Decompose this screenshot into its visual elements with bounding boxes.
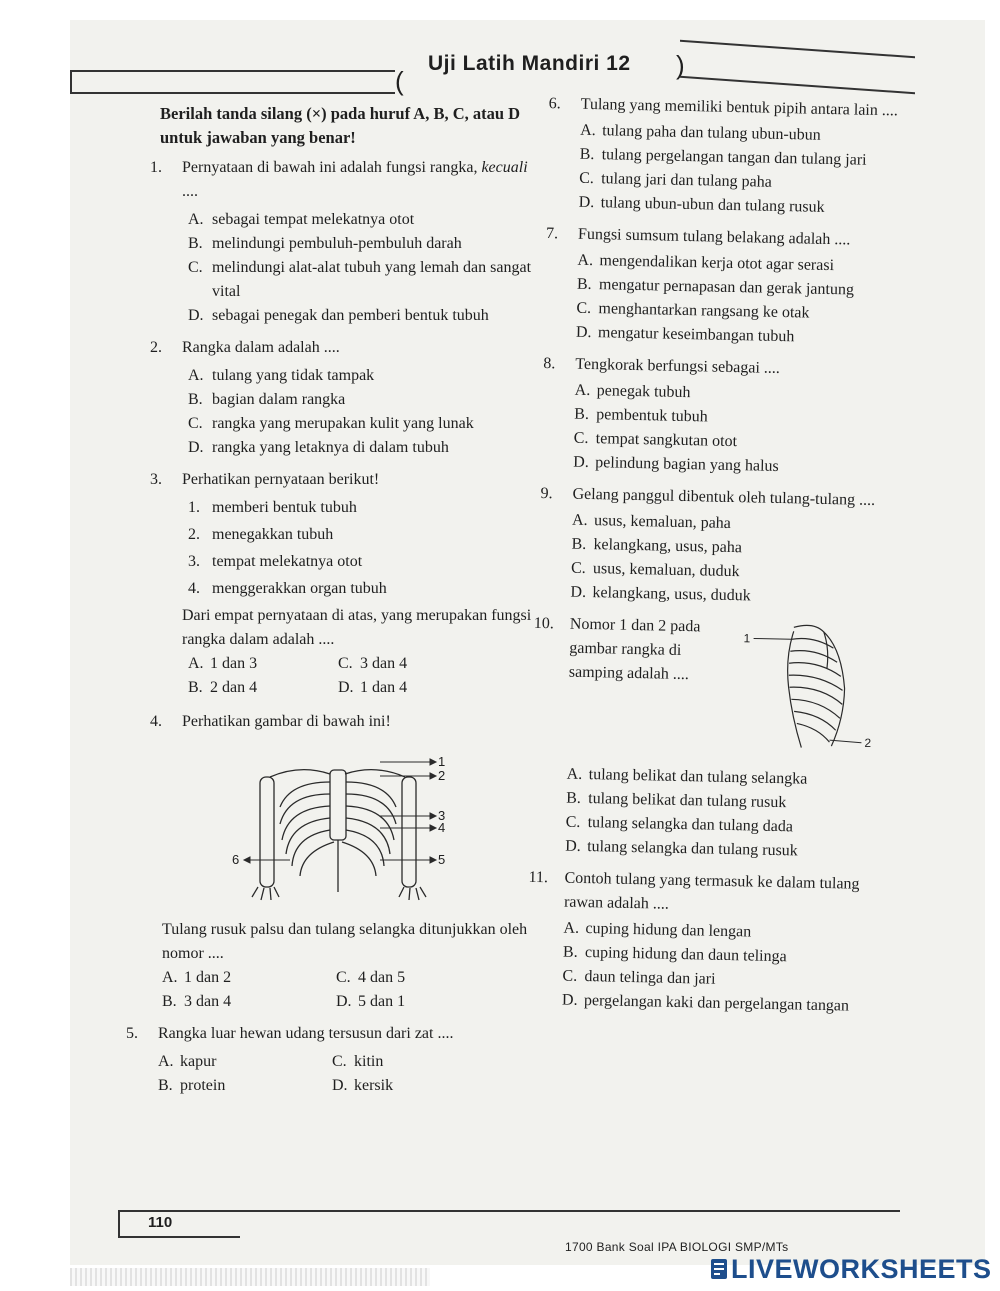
question-number: 7.: [545, 225, 559, 243]
question-text: Rangka dalam adalah ....: [182, 339, 340, 356]
option-letter: A.: [563, 919, 580, 937]
question-text: Tulang yang memiliki bentuk pipih antara lain ....: [580, 95, 899, 120]
scan-artifact: [70, 1268, 430, 1286]
option-row: [130, 676, 540, 700]
option-letter: B.: [562, 943, 578, 961]
statement-text: menegakkan tubuh: [212, 526, 334, 543]
statement-text: tempat melekatnya otot: [212, 553, 363, 570]
option-letter: A.: [571, 511, 588, 529]
option-b[interactable]: [130, 232, 540, 256]
option-text: protein: [180, 1077, 226, 1094]
option-letter: D.: [578, 193, 595, 212]
option-letter: C.: [188, 415, 203, 432]
option-letter: D.: [575, 323, 592, 342]
option-b[interactable]: [130, 388, 540, 412]
watermark: LIVEWORKSHEETS: [731, 1254, 992, 1284]
option-c[interactable]: [336, 966, 486, 990]
option-letter: C.: [188, 259, 203, 276]
option-text: 1 dan 4: [360, 679, 408, 696]
option-text: 3 dan 4: [360, 655, 408, 672]
option-text: kapur: [180, 1053, 217, 1070]
question-10: [533, 612, 709, 688]
option-text: pelindung bagian yang halus: [595, 454, 779, 475]
option-text: tulang pergelangan tangan dan tulang jari: [601, 146, 867, 169]
option-letter: C.: [573, 429, 589, 447]
option-letter: C.: [565, 813, 581, 831]
book-title: 1700 Bank Soal IPA BIOLOGI SMP/MTs: [565, 1240, 789, 1254]
option-letter: B.: [188, 391, 203, 408]
option-letter: C.: [579, 169, 595, 188]
option-text: tulang selangka dan tulang rusuk: [587, 838, 798, 860]
header-bracket-right: ): [676, 50, 685, 80]
option-c[interactable]: [332, 1050, 482, 1074]
option-text: cuping hidung dan lengan: [585, 920, 752, 941]
option-letter: D.: [188, 439, 204, 456]
question-3: [130, 468, 540, 492]
option-letter: D.: [338, 679, 354, 696]
option-letter: D.: [332, 1077, 348, 1094]
page-number-frame: [118, 1210, 240, 1238]
option-letter: D.: [573, 453, 589, 471]
option-text: kitin: [354, 1053, 384, 1070]
question-text: Rangka luar hewan udang tersusun dari zat ....: [158, 1025, 454, 1042]
option-text: sebagai tempat melekatnya otot: [212, 211, 415, 228]
question-number: 6.: [548, 95, 561, 113]
option-a[interactable]: [162, 966, 312, 990]
option-letter: B.: [574, 405, 590, 423]
option-text: kersik: [354, 1077, 394, 1094]
question-number: 11.: [528, 868, 549, 887]
option-letter: D.: [565, 837, 581, 855]
option-row: [130, 966, 540, 990]
option-text: 1 dan 3: [210, 655, 258, 672]
option-letter: A.: [188, 655, 204, 672]
figure-label-5: 5: [438, 852, 446, 867]
question-11: [528, 866, 899, 922]
question-number: 1.: [150, 159, 162, 176]
figure-label-2: 2: [438, 768, 446, 783]
option-text: tulang jari dan tulang paha: [601, 170, 772, 191]
option-letter: B.: [571, 535, 587, 553]
option-text: tulang belikat dan tulang rusuk: [588, 790, 787, 812]
option-letter: A.: [158, 1053, 174, 1070]
option-letter: C.: [570, 559, 586, 577]
statement-number: 4.: [188, 580, 200, 597]
option-letter: A.: [162, 969, 178, 986]
question-1: [130, 156, 540, 204]
option-text: 4 dan 5: [358, 969, 406, 986]
option-c[interactable]: [130, 256, 540, 304]
option-letter: B.: [188, 679, 203, 696]
option-text: menghantarkan rangsang ke otak: [598, 300, 810, 322]
option-letter: D.: [561, 991, 578, 1009]
option-a[interactable]: [130, 364, 540, 388]
question-text: Perhatikan pernyataan berikut!: [182, 471, 380, 488]
question-number: 8.: [543, 355, 556, 373]
option-letter: C.: [336, 969, 351, 986]
option-letter: C.: [332, 1053, 347, 1070]
question-number: 9.: [540, 484, 553, 503]
option-text: melindungi pembuluh-pembuluh darah: [212, 235, 462, 252]
question-5: [126, 1022, 540, 1046]
option-letter: A.: [577, 251, 594, 270]
option-row: [130, 990, 540, 1014]
option-letter: A.: [580, 121, 596, 140]
instruction: Berilah tanda silang (×) pada huruf A, B, C, atau D untuk jawaban yang benar!: [160, 104, 521, 147]
left-column: [126, 102, 540, 1098]
question-4: [130, 710, 540, 734]
question-number: 10.: [533, 614, 555, 633]
option-text: pergelangan kaki dan pergelangan tangan: [583, 992, 850, 1015]
question-emphasis: kecuali: [481, 159, 528, 176]
right-column: [526, 92, 915, 1020]
figure-label-1: 1: [743, 631, 751, 646]
option-text: tempat sangkutan otot: [595, 430, 738, 451]
option-letter: D.: [188, 307, 204, 324]
option-letter: B.: [566, 789, 582, 807]
statement-text: memberi bentuk tubuh: [212, 499, 357, 516]
option-text: penegak tubuh: [596, 382, 691, 402]
option-letter: D.: [336, 993, 352, 1010]
statement-2: [130, 523, 540, 547]
statement-text: menggerakkan organ tubuh: [212, 580, 387, 597]
question-number: 2.: [150, 339, 162, 356]
option-text: 5 dan 1: [358, 993, 406, 1010]
option-text: usus, kemaluan, duduk: [592, 560, 740, 581]
option-letter: D.: [570, 583, 587, 601]
page-title: Uji Latih Mandiri 12: [428, 52, 631, 75]
option-text: mengatur pernapasan dan gerak jantung: [598, 276, 855, 299]
option-row: [130, 652, 540, 676]
question-text: Perhatikan gambar di bawah ini!: [182, 713, 391, 730]
statement-4: [130, 577, 540, 601]
option-text: pembentuk tubuh: [596, 406, 708, 426]
option-letter: A.: [566, 765, 583, 783]
option-d[interactable]: [332, 1074, 482, 1098]
figure-label-6: 6: [232, 852, 240, 867]
chest-figure: [731, 616, 884, 769]
option-d[interactable]: [130, 436, 540, 460]
statement-number: 1.: [188, 499, 200, 516]
statement-3: [130, 550, 540, 574]
option-text: kelangkang, usus, duduk: [592, 584, 751, 605]
question-text: Pernyataan di bawah ini adalah fungsi rangka,: [182, 159, 482, 176]
option-c[interactable]: [338, 652, 488, 676]
option-text: tulang ubun-ubun dan tulang rusuk: [600, 194, 825, 216]
option-a[interactable]: [130, 208, 540, 232]
option-text: tulang paha dan tulang ubun-ubun: [602, 122, 821, 144]
figure-label-2: 2: [864, 735, 872, 750]
option-text: daun telinga dan jari: [584, 968, 716, 988]
option-letter: B.: [188, 235, 203, 252]
option-text: 2 dan 4: [210, 679, 258, 696]
statement-number: 3.: [188, 553, 200, 570]
question-text: Gelang panggul dibentuk oleh tulang-tulang ....: [572, 485, 876, 510]
figure-label-4: 4: [438, 820, 446, 835]
option-text: kelangkang, usus, paha: [593, 536, 743, 557]
option-letter: B.: [579, 145, 595, 164]
option-letter: A.: [188, 211, 204, 228]
question-text-end: ....: [182, 183, 198, 200]
question-text: Nomor 1 dan 2 pada gambar rangka di samping adalah ....: [568, 615, 701, 684]
option-text: bagian dalam rangka: [212, 391, 346, 408]
option-text: tulang yang tidak tampak: [212, 367, 375, 384]
option-letter: C.: [562, 967, 578, 985]
question-number: 5.: [126, 1025, 138, 1042]
option-letter: A.: [188, 367, 204, 384]
option-d[interactable]: [130, 304, 540, 328]
option-text: cuping hidung dan daun telinga: [584, 944, 787, 966]
option-text: 1 dan 2: [184, 969, 232, 986]
option-text: mengatur keseimbangan tubuh: [597, 324, 795, 346]
question-2: [130, 336, 540, 360]
statement-number: 2.: [188, 526, 200, 543]
question-tail: Dari empat pernyataan di atas, yang merupakan fungsi rangka dalam adalah ....: [182, 607, 532, 648]
option-c[interactable]: [130, 412, 540, 436]
option-b[interactable]: [162, 990, 312, 1014]
question-text: Fungsi sumsum tulang belakang adalah ....: [577, 225, 851, 249]
question-number: 4.: [150, 713, 162, 730]
question-text: Contoh tulang yang termasuk ke dalam tulang rawan adalah ....: [563, 869, 860, 913]
option-row: [130, 1074, 540, 1098]
ribcage-figure: [230, 752, 450, 902]
option-b[interactable]: [188, 676, 338, 700]
option-text: rangka yang merupakan kulit yang lunak: [212, 415, 474, 432]
option-letter: C.: [576, 299, 592, 318]
page-number: 110: [148, 1214, 173, 1231]
option-text: melindungi alat-alat tubuh yang lemah dan sangat vital: [212, 259, 532, 300]
option-letter: B.: [158, 1077, 173, 1094]
option-text: 3 dan 4: [184, 993, 232, 1010]
question-text: Tengkorak berfungsi sebagai ....: [575, 355, 781, 377]
option-text: tulang selangka dan tulang dada: [587, 814, 794, 836]
figure-label-3: 3: [438, 808, 446, 823]
option-letter: B.: [576, 275, 592, 294]
header-bracket-left: (: [395, 66, 404, 96]
question-number: 3.: [150, 471, 162, 488]
option-d[interactable]: [336, 990, 486, 1014]
option-text: rangka yang letaknya di dalam tubuh: [212, 439, 449, 456]
option-a[interactable]: [188, 652, 338, 676]
option-text: tulang belikat dan tulang selangka: [588, 766, 808, 788]
option-b[interactable]: [158, 1074, 308, 1098]
question-10-block: [531, 612, 904, 770]
option-row: [130, 1050, 540, 1074]
option-text: sebagai penegak dan pemberi bentuk tubuh: [212, 307, 489, 324]
option-text: usus, kemaluan, paha: [593, 512, 732, 532]
question-tail: Tulang rusuk palsu dan tulang selangka ditunjukkan oleh nomor ....: [162, 921, 528, 962]
option-letter: C.: [338, 655, 353, 672]
option-letter: A.: [574, 381, 591, 400]
figure-label-1: 1: [438, 754, 446, 769]
option-d[interactable]: [338, 676, 488, 700]
statement-1: [130, 496, 540, 520]
option-letter: B.: [162, 993, 177, 1010]
header-frame-left: [70, 70, 395, 94]
option-text: mengendalikan kerja otot agar serasi: [599, 252, 835, 275]
option-a[interactable]: [158, 1050, 308, 1074]
